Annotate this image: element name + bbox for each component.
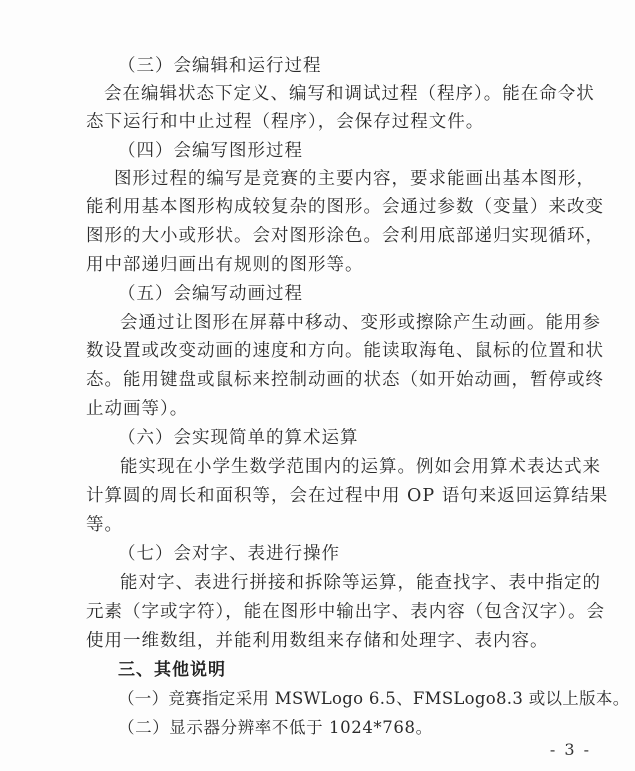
section-4-paragraph-line-4: 用中部递归画出有规则的图形等。	[86, 255, 364, 275]
section-3-paragraph-line-2: 态下运行和中止过程（程序），会保存过程文件。	[86, 112, 485, 132]
section-6-title: （六）会实现简单的算术运算	[118, 428, 359, 448]
section-6-paragraph-line-3: 等。	[86, 515, 123, 535]
section-3-title: （三）会编辑和运行过程	[118, 56, 322, 76]
section-4-paragraph-line-3: 图形的大小或形状。会对图形涂色。会利用底部递归实现循环，	[86, 226, 604, 246]
section-4-paragraph-line-2: 能利用基本图形构成较复杂的图形。会通过参数（变量）来改变	[86, 197, 604, 217]
section-7-title: （七）会对字、表进行操作	[118, 544, 340, 564]
section-4-paragraph-line-1: 图形过程的编写是竞赛的主要内容，要求能画出基本图形，	[114, 169, 595, 189]
section-6-paragraph-line-2: 计算圆的周长和面积等，会在过程中用 OP 语句来返回运算结果	[86, 486, 609, 506]
section-6-paragraph-line-1: 能实现在小学生数学范围内的运算。例如会用算术表达式来	[120, 457, 601, 477]
chapter-3-item-1: （一）竞赛指定采用 MSWLogo 6.5、FMSLogo8.3 或以上版本。	[118, 689, 630, 708]
section-5-paragraph-line-2: 数设置或改变动画的速度和方向。能读取海龟、鼠标的位置和状	[86, 341, 604, 361]
section-5-title: （五）会编写动画过程	[118, 284, 303, 304]
section-5-paragraph-line-1: 会通过让图形在屏幕中移动、变形或擦除产生动画。能用参	[120, 313, 601, 333]
section-5-paragraph-line-3: 态。能用键盘或鼠标来控制动画的状态（如开始动画，暂停或终	[86, 370, 604, 390]
section-7-paragraph-line-1: 能对字、表进行拼接和拆除等运算，能查找字、表中指定的	[120, 573, 601, 593]
section-4-title: （四）会编写图形过程	[118, 141, 303, 161]
section-5-paragraph-line-4: 止动画等）。	[86, 399, 189, 419]
section-3-paragraph-line-1: 会在编辑状态下定义、编写和调试过程（程序）。能在命令状	[104, 84, 595, 104]
chapter-3-heading: 三、其他说明	[118, 660, 226, 680]
section-7-paragraph-line-3: 使用一维数组，并能利用数组来存储和处理字、表内容。	[86, 631, 549, 651]
chapter-3-item-2: （二）显示器分辨率不低于 1024*768。	[118, 718, 433, 737]
section-7-paragraph-line-2: 元素（字或字符），能在图形中输出字、表内容（包含汉字）。会	[86, 602, 605, 622]
page-number: - 3 -	[549, 740, 591, 759]
